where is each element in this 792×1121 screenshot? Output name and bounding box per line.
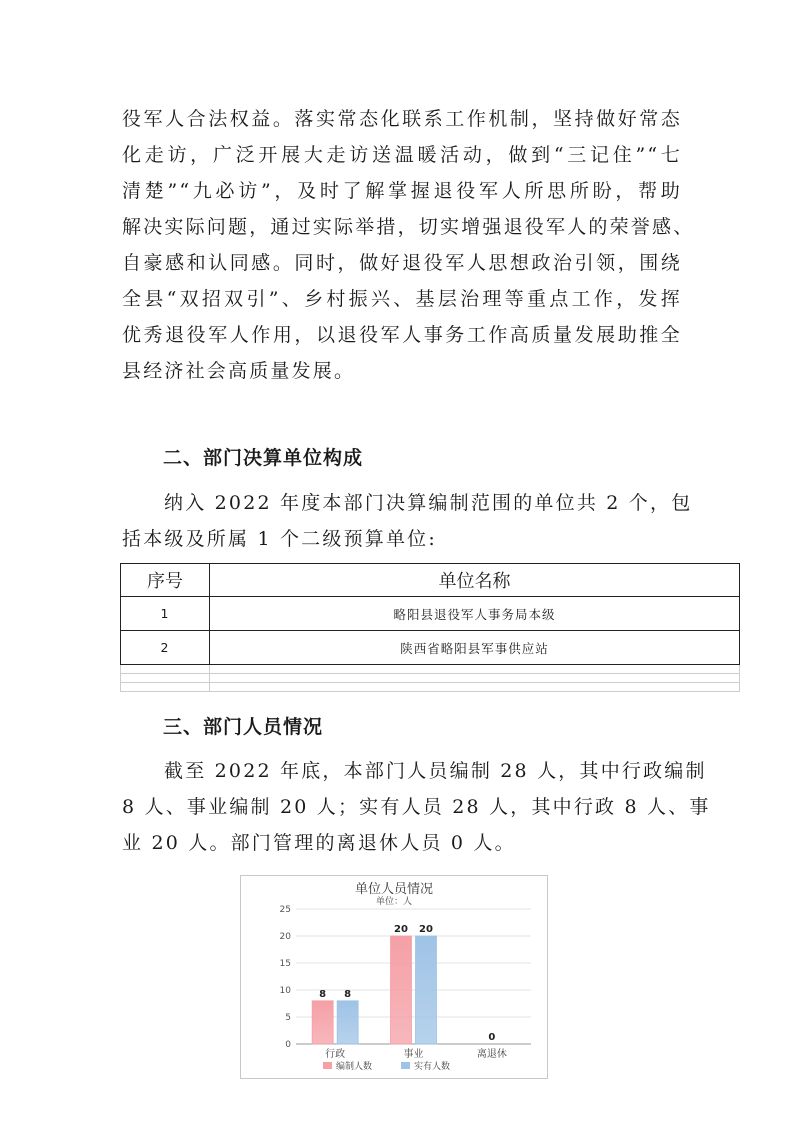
empty-cell [121, 665, 210, 674]
text-line: 清楚”“九必访”，及时了解掌握退役军人所思所盼，帮助 [122, 180, 682, 202]
y-tick-label: 10 [279, 986, 291, 996]
text-line: 县经济社会高质量发展。 [122, 360, 356, 382]
y-tick-label: 0 [285, 1040, 291, 1050]
section-heading-units: 二、部门决算单位构成 [163, 447, 364, 469]
table-row [121, 597, 740, 631]
y-tick-label: 20 [279, 932, 291, 942]
bar-实有人数-行政 [337, 1001, 358, 1044]
legend-swatch [323, 1062, 332, 1069]
x-tick-label: 离退休 [476, 1049, 507, 1060]
cell-index: 1 [121, 597, 210, 631]
empty-cell [121, 674, 210, 683]
text-line: 优秀退役军人作用，以退役军人事务工作高质量发展助推全 [122, 324, 682, 346]
chart-subtitle: 单位：人 [375, 897, 413, 907]
text-line: 纳入 2022 年度本部门决算编制范围的单位共 2 个，包 [164, 492, 693, 514]
table-empty-row [121, 665, 740, 674]
empty-cell [210, 674, 740, 683]
data-label: 20 [419, 924, 433, 935]
legend-swatch [401, 1062, 410, 1069]
paragraph-personnel [122, 753, 711, 861]
table-empty-row [121, 683, 740, 692]
y-tick-label: 25 [279, 905, 291, 915]
legend-label: 编制人数 [336, 1062, 373, 1072]
paragraph-units-scope [122, 485, 693, 557]
empty-cell [210, 665, 740, 674]
table-empty-row [121, 674, 740, 683]
table-row [121, 631, 740, 665]
legend-label: 实有人数 [414, 1062, 451, 1072]
cell-unit-name: 陕西省略阳县军事供应站 [210, 631, 740, 665]
text-line: 业 20 人。部门管理的离退休人员 0 人。 [122, 832, 516, 854]
x-tick-label: 事业 [403, 1049, 424, 1060]
personnel-chart [240, 875, 548, 1079]
empty-cell [210, 683, 740, 692]
text-line: 全县“双招双引”、乡村振兴、基层治理等重点工作，发挥 [122, 288, 682, 310]
chart-canvas [241, 876, 547, 1078]
cell-index: 2 [121, 631, 210, 665]
empty-cell [121, 683, 210, 692]
text-line: 解决实际问题，通过实际举措，切实增强退役军人的荣誉感、 [122, 216, 695, 238]
data-label: 8 [319, 988, 327, 1000]
data-label: 8 [344, 988, 352, 1000]
text-line: 8 人、事业编制 20 人；实有人员 28 人，其中行政 8 人、事 [122, 796, 711, 818]
chart-title: 单位人员情况 [354, 882, 434, 897]
bar-编制人数-行政 [312, 1001, 333, 1044]
bar-实有人数-事业 [416, 936, 437, 1044]
text-line: 括本级及所属 1 个二级预算单位: [122, 528, 437, 550]
section-heading-personnel: 三、部门人员情况 [163, 716, 324, 738]
units-table [120, 563, 740, 692]
y-tick-label: 15 [279, 959, 291, 969]
text-line: 役军人合法权益。落实常态化联系工作机制，坚持做好常态 [122, 108, 682, 130]
text-line: 化走访，广泛开展大走访送温暖活动，做到“三记住”“七 [122, 144, 682, 166]
bar-编制人数-事业 [391, 936, 412, 1044]
text-line: 截至 2022 年底，本部门人员编制 28 人，其中行政编制 [164, 760, 707, 782]
data-label: 0 [488, 1032, 496, 1043]
cell-unit-name: 略阳县退役军人事务局本级 [210, 597, 740, 631]
text-line: 自豪感和认同感。同时，做好退役军人思想政治引领，围绕 [122, 252, 682, 274]
x-tick-label: 行政 [325, 1049, 346, 1060]
header-index: 序号 [121, 564, 210, 597]
y-tick-label: 5 [285, 1013, 291, 1023]
data-label: 20 [394, 924, 408, 935]
table-header-row [121, 564, 740, 597]
header-unit-name: 单位名称 [210, 564, 740, 597]
paragraph-veterans-work [122, 101, 695, 389]
